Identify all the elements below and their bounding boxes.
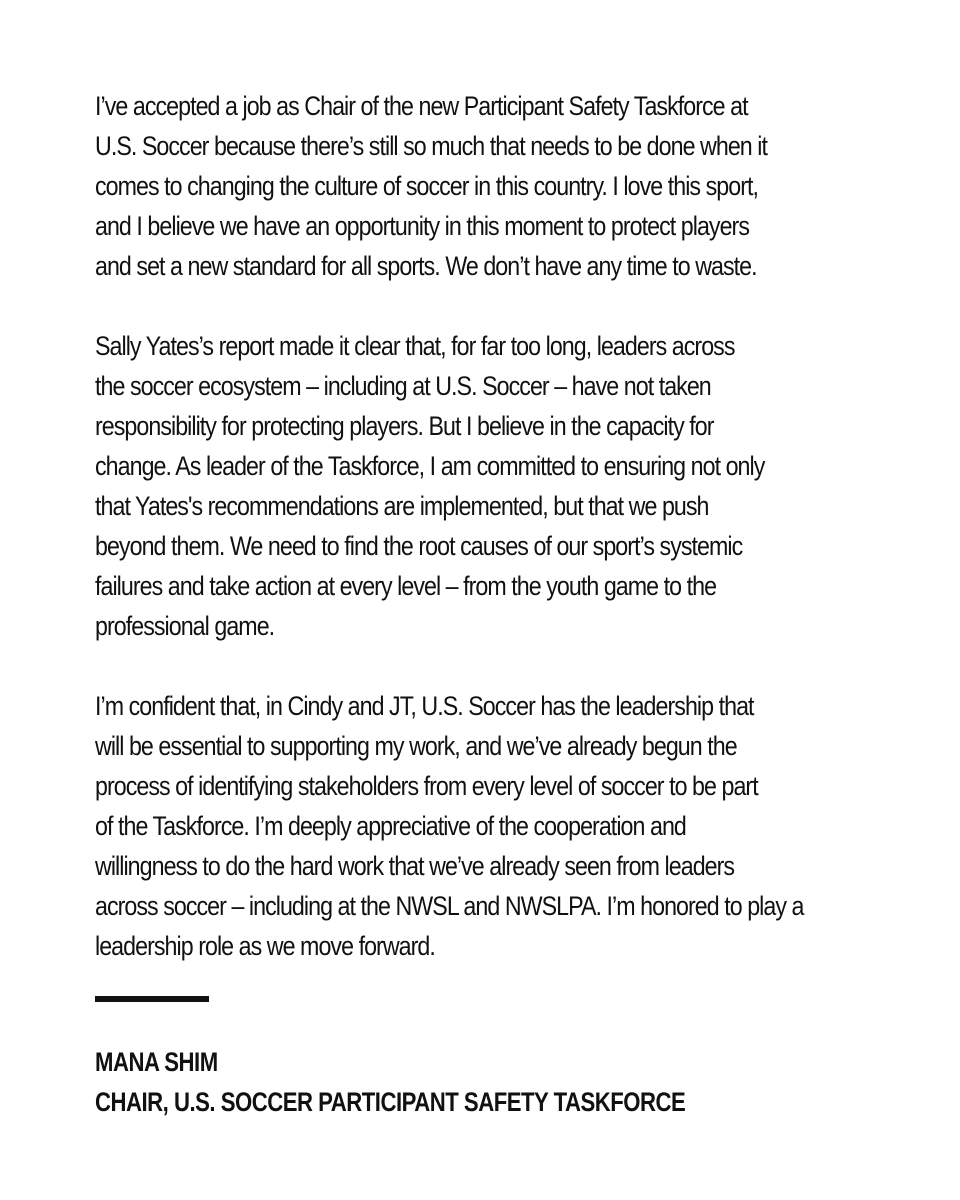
paragraph-line: U.S. Soccer because there’s still so much that needs to be done when it bbox=[95, 131, 768, 161]
signature-block bbox=[95, 1042, 685, 1122]
paragraph-line: failures and take action at every level – from the youth game to the bbox=[95, 571, 717, 601]
signature-title: CHAIR, U.S. SOCCER PARTICIPANT SAFETY TASKFORCE bbox=[95, 1087, 686, 1117]
paragraph-1 bbox=[95, 86, 886, 286]
paragraph-line: change. As leader of the Taskforce, I am committed to ensuring not only bbox=[95, 451, 765, 481]
paragraph-2 bbox=[95, 326, 886, 646]
paragraph-line: I’m confident that, in Cindy and JT, U.S. Soccer has the leadership that bbox=[95, 691, 754, 721]
paragraph-line: leadership role as we move forward. bbox=[95, 931, 435, 961]
paragraph-line: willingness to do the hard work that we’ve already seen from leaders bbox=[95, 851, 735, 881]
paragraph-line: beyond them. We need to find the root causes of our sport’s systemic bbox=[95, 531, 743, 561]
paragraph-line: of the Taskforce. I’m deeply appreciative of the cooperation and bbox=[95, 811, 686, 841]
paragraph-3 bbox=[95, 686, 886, 966]
signature-name: MANA SHIM bbox=[95, 1047, 218, 1077]
paragraph-line: that Yates's recommendations are implemented, but that we push bbox=[95, 491, 709, 521]
paragraph-line: responsibility for protecting players. But I believe in the capacity for bbox=[95, 411, 714, 441]
paragraph-line: comes to changing the culture of soccer in this country. I love this sport, bbox=[95, 171, 758, 201]
paragraph-line: and set a new standard for all sports. We don’t have any time to waste. bbox=[95, 251, 757, 281]
paragraph-line: Sally Yates’s report made it clear that, for far too long, leaders across bbox=[95, 331, 735, 361]
paragraph-line: process of identifying stakeholders from every level of soccer to be part bbox=[95, 771, 758, 801]
paragraph-line: I’ve accepted a job as Chair of the new Participant Safety Taskforce at bbox=[95, 91, 748, 121]
paragraph-line: and I believe we have an opportunity in this moment to protect players bbox=[95, 211, 750, 241]
paragraph-line: will be essential to supporting my work, and we’ve already begun the bbox=[95, 731, 737, 761]
signature-divider bbox=[95, 996, 209, 1002]
paragraph-line: professional game. bbox=[95, 611, 275, 641]
paragraph-line: the soccer ecosystem – including at U.S. Soccer – have not taken bbox=[95, 371, 711, 401]
paragraph-line: across soccer – including at the NWSL and NWSLPA. I’m honored to play a bbox=[95, 891, 804, 921]
